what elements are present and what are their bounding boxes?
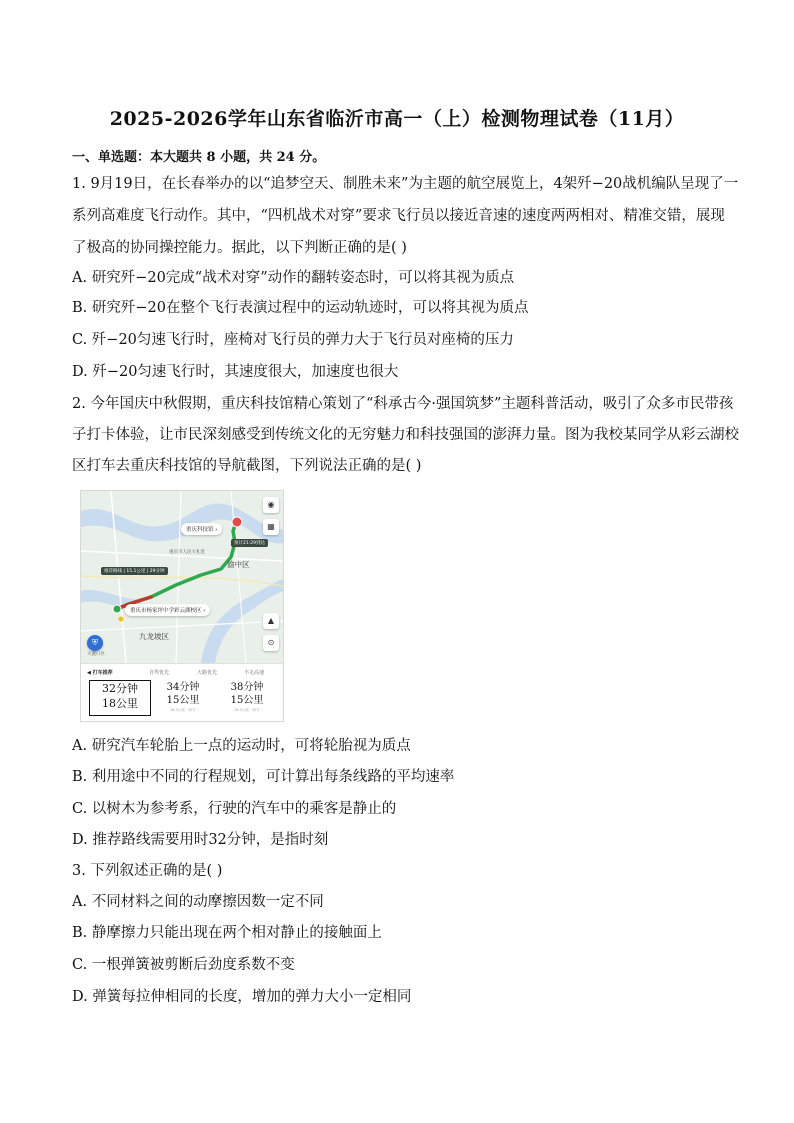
q1-option-d: D. 歼−20匀速飞行时，其速度很大，加速度也很大: [72, 364, 399, 380]
district-label-jiulongpo: 九龙坡区: [139, 632, 169, 641]
route-2-meta: 16.3公里 · 20个: [169, 708, 197, 712]
route-3-time: 38分钟: [230, 682, 264, 693]
q1-option-c: C. 歼−20匀速飞行时，座椅对飞行员的弹力大于飞行员对座椅的压力: [72, 332, 514, 348]
avatar-icon[interactable]: ◉: [263, 497, 279, 513]
q2-stem-line-1: 2. 今年国庆中秋假期，重庆科技馆精心策划了“科承古今·强国筑梦”主题科普活动，吸引了众多市民带孩: [72, 396, 734, 412]
tab-no-highway[interactable]: 不走高速: [244, 670, 265, 676]
route-options-panel: [81, 663, 283, 722]
route-option-1[interactable]: [89, 680, 151, 716]
eta-label: 预计21:29到达: [231, 539, 268, 547]
q2-option-c: C. 以树木为参考系，行驶的汽车中的乘客是静止的: [72, 801, 397, 817]
q1-stem-line-1: 1. 9月19日，在长春举办的以“追梦空天、制胜未来”为主题的航空展览上，4架歼−20战机编队呈现了一: [72, 176, 739, 192]
q3-option-b: B. 静摩擦力只能出现在两个相对静止的接触面上: [72, 925, 382, 941]
q1-stem-line-2: 系列高难度飞行动作。其中，“四机战术对穿”要求飞行员以接近音速的速度两两相对、精准交错，展现: [72, 208, 725, 224]
locate-icon[interactable]: ⊙: [263, 635, 279, 651]
route-option-3[interactable]: [217, 681, 277, 715]
origin-label: 重庆市杨家坪中学彩云湖校区 ›: [125, 604, 210, 616]
landmark-label: 重庆市人民大礼堂: [169, 550, 205, 555]
route-3-distance: 15公里: [230, 695, 264, 706]
q1-stem-line-3: 了极高的协同操控能力。据此，以下判断正确的是( ): [72, 240, 407, 256]
q2-option-b: B. 利用途中不同的行程规划，可计算出每条线路的平均速率: [72, 769, 455, 785]
route-3-meta: 15.4公里 · 20个: [233, 708, 261, 712]
navigation-map-figure: [80, 490, 284, 722]
q2-stem-line-3: 区打车去重庆科技馆的导航截图，下列说法正确的是( ): [72, 458, 422, 474]
q3-option-a: A. 不同材料之间的动摩擦因数一定不同: [72, 894, 324, 910]
route-info-label: 推荐路线 | 15.1公里 | 29分钟: [101, 567, 168, 575]
q2-stem-line-2: 子打卡体验，让市民深刻感受到传统文化的无穷魅力和科技强国的澎湃力量。图为我校某同学从彩云湖校: [72, 427, 739, 443]
map-background: [81, 491, 283, 663]
route-1-time: 32分钟: [102, 682, 138, 695]
tab-taxi[interactable]: ◀ 打车推荐: [87, 670, 113, 676]
tab-self-drive[interactable]: 自驾优先: [149, 670, 170, 676]
q3-stem-line-1: 3. 下列叙述正确的是( ): [72, 863, 223, 879]
layers-icon[interactable]: ▦: [263, 519, 279, 535]
shield-icon[interactable]: ⛨: [87, 635, 103, 651]
q3-option-c: C. 一根弹簧被剪断后劲度系数不变: [72, 957, 295, 973]
destination-label: 重庆科技馆 ›: [181, 523, 222, 535]
tab-main-road[interactable]: 大路优先: [197, 670, 218, 676]
route-2-distance: 15公里: [166, 695, 200, 706]
q1-option-a: A. 研究歼−20完成“战术对穿”动作的翻转姿态时，可以将其视为质点: [72, 270, 515, 286]
route-option-2[interactable]: [153, 681, 213, 715]
route-1-distance: 18公里: [102, 697, 138, 710]
q1-option-b: B. 研究歼−20在整个飞行表演过程中的运动轨迹时，可以将其视为质点: [72, 300, 529, 316]
route-2-time: 34分钟: [166, 682, 200, 693]
q3-option-d: D. 弹簧每拉伸相同的长度，增加的弹力大小一定相同: [72, 989, 412, 1005]
district-label-yuzhong: 渝中区: [227, 560, 250, 569]
q2-option-a: A. 研究汽车轮胎上一点的运动时，可将轮胎视为质点: [72, 738, 411, 754]
section-heading: 一、单选题：本大题共 8 小题，共 24 分。: [72, 150, 326, 165]
exam-title: 2025-2026学年山东省临沂市高一（上）检测物理试卷（11月）: [109, 108, 685, 130]
compass-icon[interactable]: ▲: [263, 613, 279, 629]
q2-option-d: D. 推荐路线需要用时32分钟，是指时刻: [72, 832, 329, 848]
district-label-dadukou: 大渡口区: [87, 652, 105, 657]
